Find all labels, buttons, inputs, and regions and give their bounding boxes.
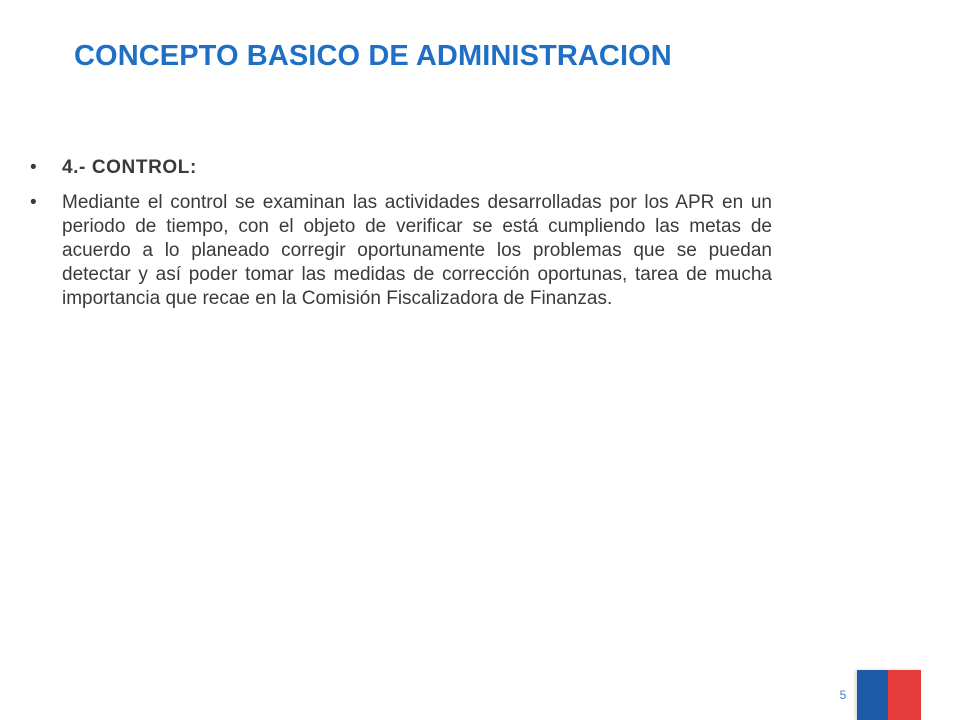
bullet-list bbox=[30, 156, 772, 322]
flag-blue-stripe bbox=[857, 670, 888, 720]
bullet-marker: • bbox=[30, 157, 37, 178]
body-paragraph: Mediante el control se examinan las actividades desarrolladas por los APR en un periodo de tiempo, con el objeto de verificar se está cumpliendo las metas de acuerdo a lo planeado corregir oportunamente los problemas que se puedan detectar y así poder tomar las medidas de corrección oportunas, tarea de mucha importancia que recae en la Comisión Fiscalizadora de Finanzas. bbox=[62, 192, 772, 309]
bullet-item-paragraph bbox=[30, 191, 772, 311]
bullet-marker: • bbox=[30, 192, 37, 213]
bullet-item-heading bbox=[30, 156, 772, 180]
slide-number: 5 bbox=[839, 688, 847, 702]
section-heading: 4.- CONTROL: bbox=[62, 157, 197, 178]
flag-logo bbox=[857, 670, 921, 720]
slide-title: CONCEPTO BASICO DE ADMINISTRACION bbox=[74, 40, 672, 72]
flag-red-stripe bbox=[888, 670, 921, 720]
